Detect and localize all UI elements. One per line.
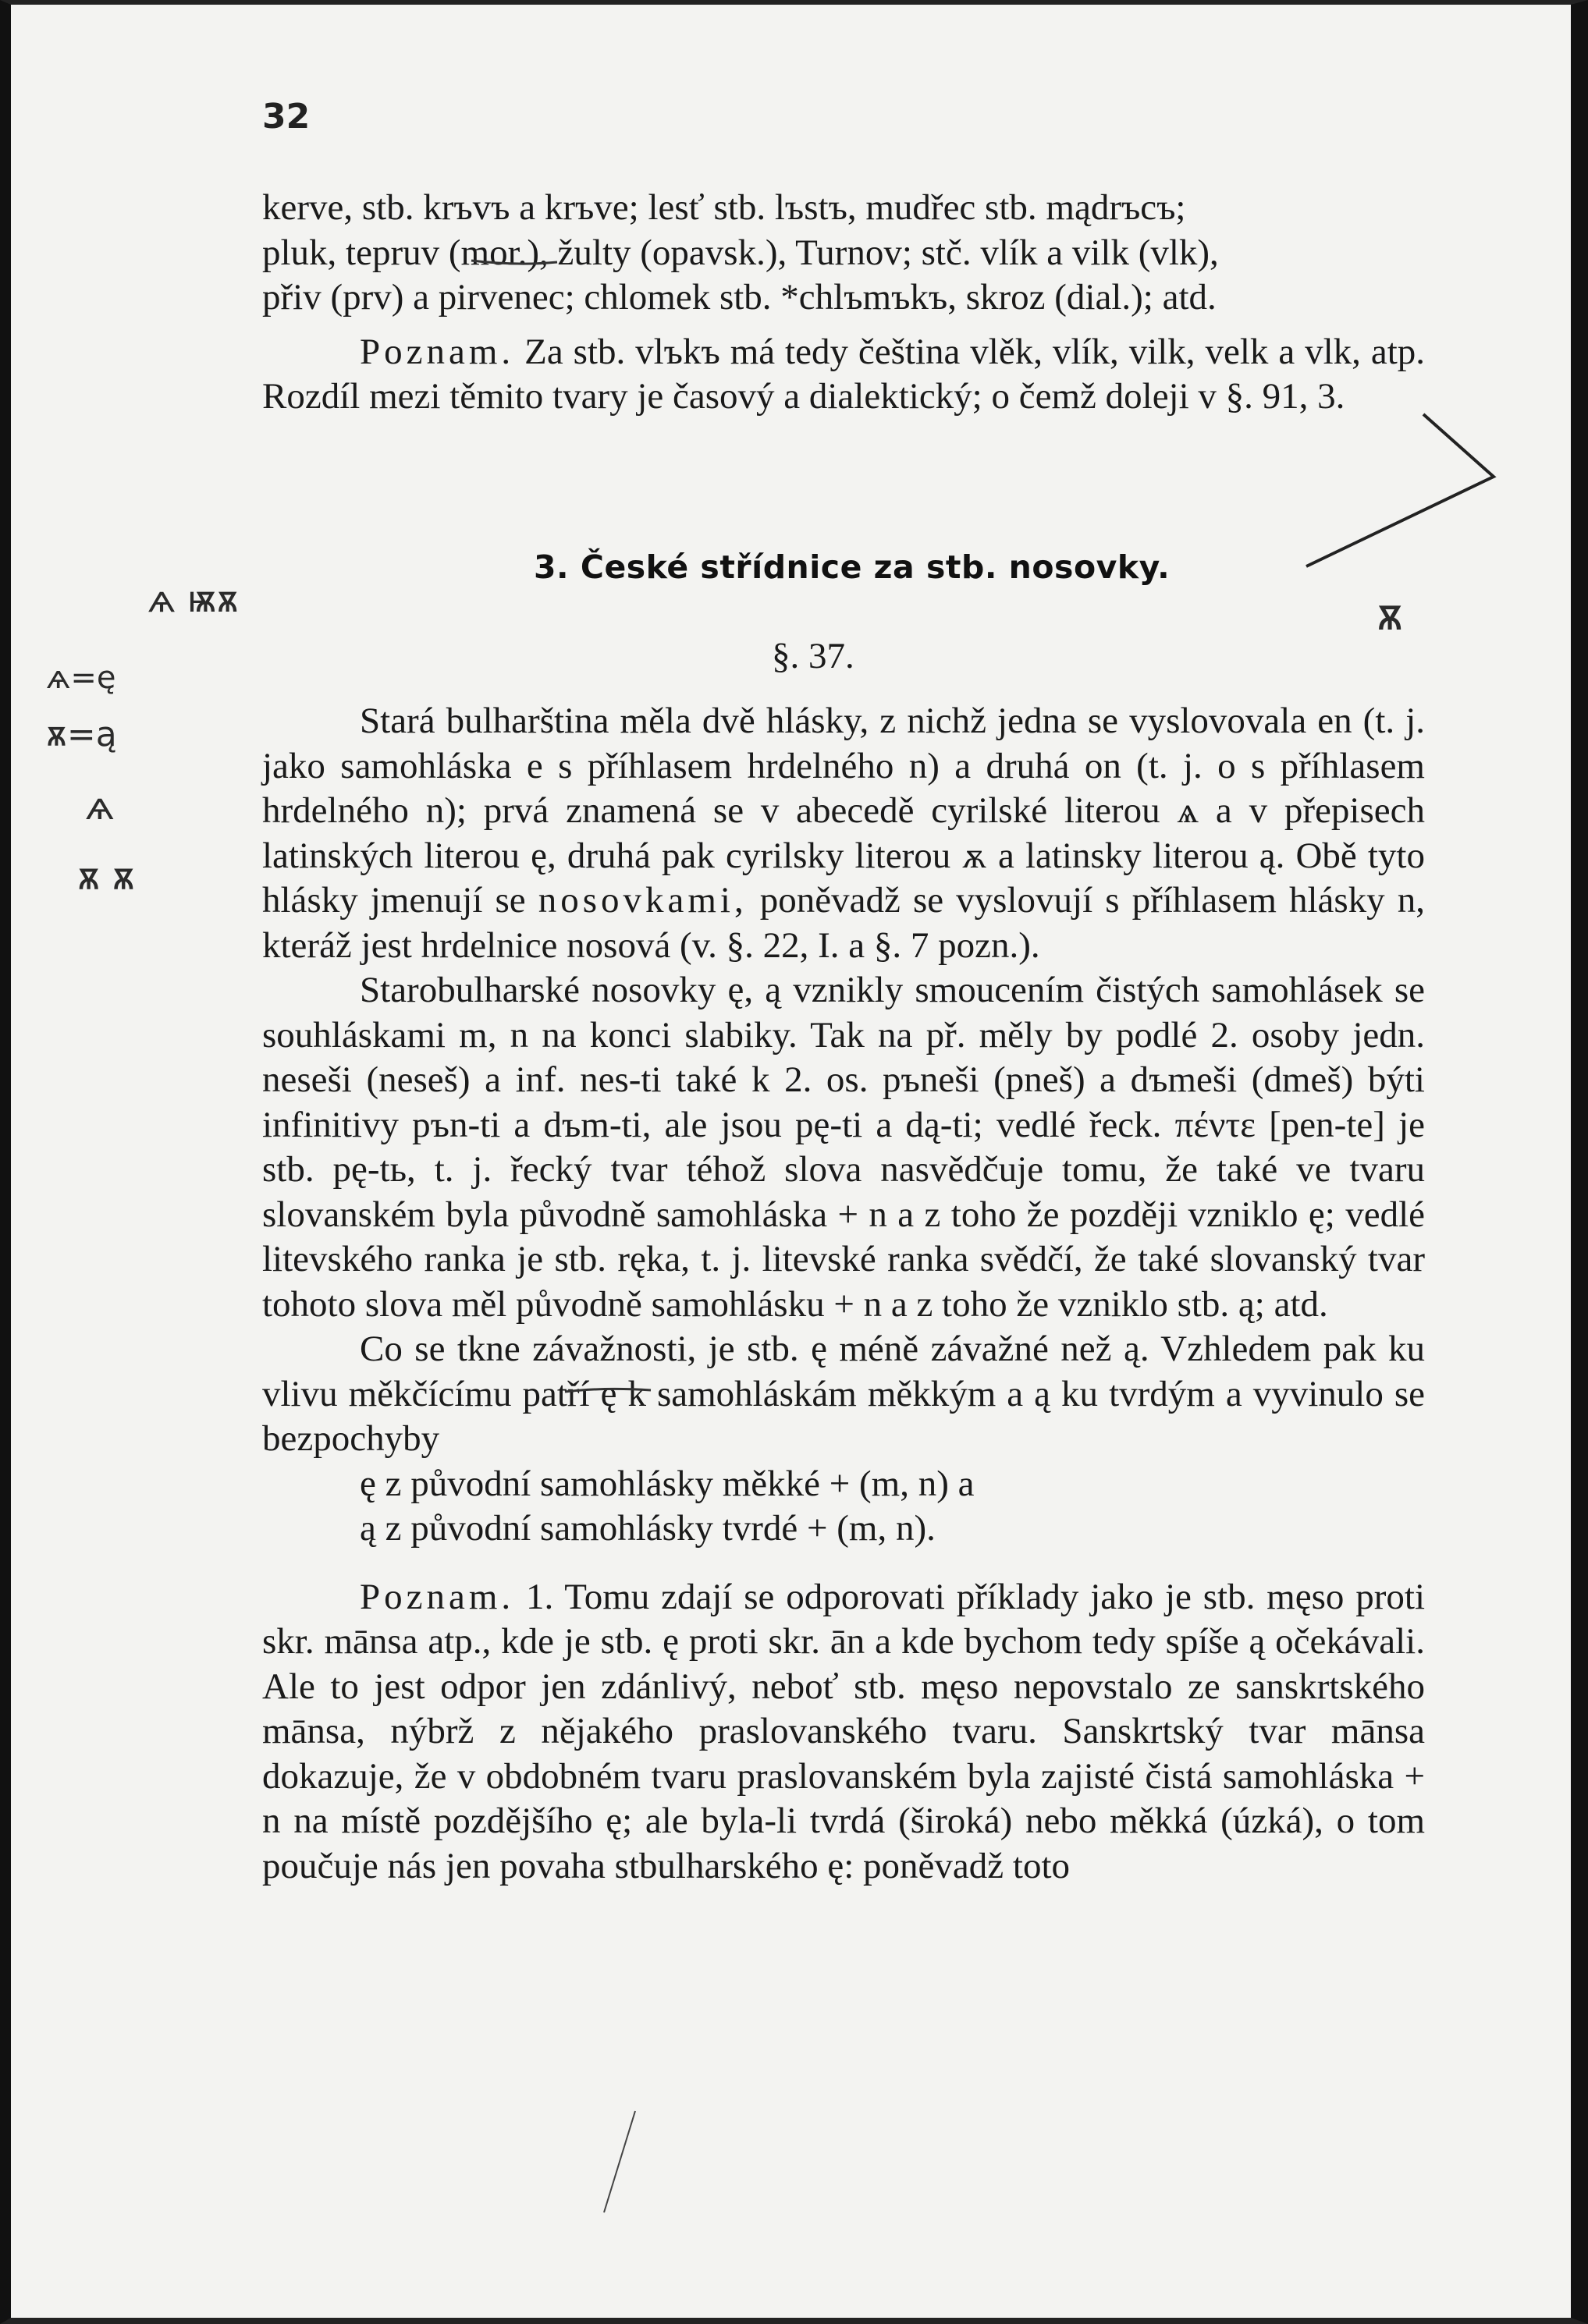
handwritten-note: ѫ ѫ: [77, 855, 135, 899]
paragraph: Starobulharské nosovky ę, ą vznikly smoucením čistých samohlásek se souhláskami m, n na konci slabiky. Tak na př. měly by podlé 2. osoby jedn. neseši (neseš) a inf. nes-ti také k 2. os. pъneši (pneš) a dъmeši (dmeš) býti infinitivy pъn-ti a dъm-ti, ale jsou pę-ti a dą-ti; vedlé řeck. πέντε [pen-te] je stb. pę-tь, t. j. řecký tvar téhož slova nasvědčuje tomu, že také ve tvaru slovanském byla původně samohláska + n a z toho že později vzniklo ę; vedlé litevského ranka je stb. ręka, t. j. litevské ranka svědčí, že také slovanský tvar tohoto slova měl původně samohlásku + n a z toho že vzniklo stb. ą; atd.: [262, 970, 1425, 1325]
handwritten-note: ѧ: [85, 785, 115, 828]
text-line: přiv (prv) a pirvenec; chlomek stb. *chlъmъkъ, skroz (dial.); atd.: [262, 277, 1217, 318]
handwritten-note: ѧ=ę: [46, 660, 116, 696]
paragraph-text: poněvadž se vyslovují s příhlasem hlásky n, kteráž jest hrdelnice nosová (v. §. 22, I. a §. 7 pozn.).: [262, 880, 1426, 966]
handwritten-note: ѧ ѭѫ: [147, 578, 239, 620]
note-text: Za stb. vlъkъ má tedy čeština vlěk, vlík, vilk, velk a vlk, atp. Rozdíl mezi těmito tvary je časový a dialektický; o čemž doleji v §. 91, 3.: [262, 331, 1426, 417]
paragraph-text: Stará bulharština měla dvě hlásky, z nichž jedna se vyslovovala en (t. j. jako samohláska e s příhlasem hrdelného n) a druhá on (t. j. o s příhlasem hrdelného n); prvá znamená se v abecedě cyrilské literou ѧ a v přepisech latinských literou ę, druhá pak cyrilsky literou ѫ a latinsky literou ą. Obě tyto hlásky jmenují se: [262, 701, 1425, 921]
pencil-stroke: [604, 2111, 635, 2212]
pencil-underline: [471, 261, 557, 264]
handwritten-note: ѫ: [1377, 590, 1404, 640]
pencil-underline: [565, 1389, 651, 1392]
formula-line: ę z původní samohlásky měkké + (m, n) a: [360, 1463, 975, 1504]
pencil-annotations: [11, 5, 1572, 2318]
text-line: pluk, tepruv (mor.), žulty (opavsk.), Turnov; stč. vlík a vilk (vlk),: [262, 232, 1219, 273]
pencil-bracket-line: [1306, 414, 1494, 566]
note-text: 1. Tomu zdají se odporovati příklady jako je stb. męso proti skr. mānsa atp., kde je stb. ę proti skr. ān a kde bychom tedy spíše ą očekávali. Ale to jest odpor jen zdánlivý, neboť stb. męso nepovstalo ze sanskrtského mānsa, nýbrž z nějakého praslovanského tvaru. Sanskrtský tvar mānsa dokazuje, že v obdobném tvaru praslovanském byla zajisté čistá samohláska + n na místě pozdějšího ę; ale byla-li tvrdá (široká) nebo měkká (úzká), o tom poučuje nás jen povaha stbulharského ę: poněvadž toto: [262, 1576, 1425, 1886]
page-number: 32: [262, 97, 311, 137]
section-heading: 3. České střídnice za stb. nosovky.: [534, 548, 1171, 586]
formula-line: ą z původní samohlásky tvrdé + (m, n).: [360, 1508, 936, 1549]
term-nosovkami: nosovkami,: [538, 880, 748, 921]
section-number: §. 37.: [772, 636, 854, 676]
text-line: kerve, stb. krъvъ a krъve; lesť stb. lъstъ, mudřec stb. mądrъcъ;: [262, 187, 1186, 228]
handwritten-note: ѫ=ą: [46, 715, 117, 754]
note-label: Poznam.: [360, 1576, 515, 1617]
paragraph: Co se tkne závažnosti, je stb. ę méně závažné než ą. Vzhledem pak ku vlivu měkčícímu patří ę k samohláskám měkkým a ą ku tvrdým a vyvinulo se bezpochyby: [262, 1329, 1425, 1459]
note-label: Poznam.: [360, 331, 515, 372]
